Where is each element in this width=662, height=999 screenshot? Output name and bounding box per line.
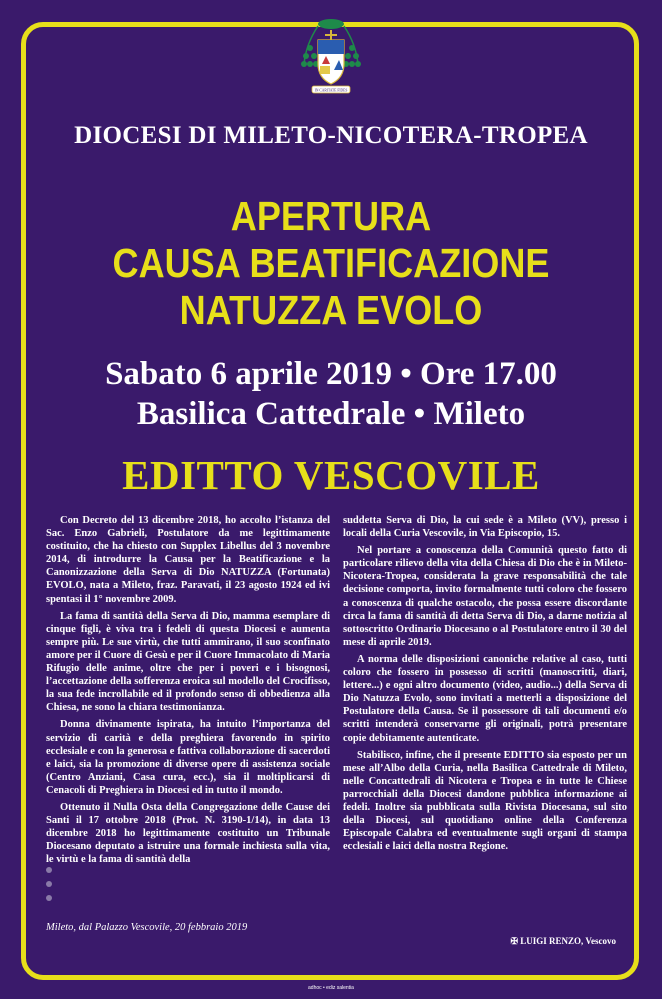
edict-title: EDITTO VESCOVILE xyxy=(122,452,540,498)
signature-place-date: Mileto, dal Palazzo Vescovile, 20 febbraio 2019 xyxy=(46,922,248,933)
body-paragraph: Nel portare a conoscenza della Comunità questo fatto di particolare rilievo della vita della Chiesa di Dio che è in Mileto-Nicotera-Tropea, considerata la grave responsabilità che tale decisione comporta, invito formalmente tutti coloro che fossero a conoscenza di qualche ostacolo, che possa essere discordante circa la fama di santità di detta Serva di Dio, a darne notizia al sottoscritto Ordinario Diocesano o al Postulatore entro il 30 del mese di aprile 2019. xyxy=(343,545,627,648)
event-place: Basilica Cattedrale • Mileto xyxy=(136,396,526,432)
event-datetime: Sabato 6 aprile 2019 • Ore 17.00 xyxy=(105,356,557,392)
body-paragraph: La fama di santità della Serva di Dio, mamma esemplare di cinque figli, è viva tra i fedeli di questa Diocesi e aumenta sempre più. Le sue virtù, che tutti ammirano, il suo sconfinato amore per il Cuore di Gesù e per il Cuore Immacolato di Maria Rifugio delle anime, oltre che per i poveri e i bisognosi, l’accettazione della sofferenza eroica sul modello del Crocifisso, la sua fede incrollabile ed il profondo senso di obbedienza alla Chiesa, ne sono la chiara testimonianza. xyxy=(46,610,330,714)
body-left-column xyxy=(46,514,330,870)
body-paragraph: Stabilisco, infine, che il presente EDITTO sia esposto per un mese all’Albo della Curia, nella Basilica Cattedrale di Mileto, nelle Concattedrali di Nicotera e Tropea e in tutte le Chiese parrocchiali della Diocesi dandone pubblica informazione ai fedeli. Inoltre sia pubblicata sulla Rivista Diocesana, sul sito della Diocesi, sul quotidiano online della Conferenza Episcopale Calabra ed eventualmente sugli organi di stampa ecclesiali e laici della nostra Regione. xyxy=(343,749,627,853)
episcopal-crest-icon xyxy=(296,14,366,98)
dot xyxy=(46,867,52,873)
body-paragraph: Donna divinamente ispirata, ha intuito l’importanza del servizio di carità e della preghiera favorendo in spirito ecclesiale e con la generosa e fattiva collaborazione di sacerdoti e laici, sia la promozione di diverse opere di assistenza sociale (Centro Anziani, Casa cura, ecc.), sia il moltiplicarsi di Cenacoli di Preghiera in Diocesi ed in tutto il mondo. xyxy=(46,719,330,796)
dot xyxy=(46,895,52,901)
crest-motto: IN CARITATE FIDES xyxy=(314,88,348,93)
body-right-column xyxy=(343,514,627,857)
body-paragraph: Con Decreto del 13 dicembre 2018, ho accolto l’istanza del Sac. Enzo Gabrieli, Postulatore da me legittimamente costituito, che ha chiesto con Supplex Libellus del 3 novembre 2014, di introdurre la Causa per la Beatificazione e la Canonizzazione della Serva di Dio NATUZZA (Fortunata) EVOLO, nata a Mileto, fraz. Paravati, il 23 agosto 1924 ed ivi spentasi il 1° novembre 2009. xyxy=(46,515,330,605)
body-paragraph: Ottenuto il Nulla Osta della Congregazione delle Cause dei Santi il 17 ottobre 2018 (Prot. N. 3190-1/14), in data 13 dicembre 2018 ho legittimamente costituito un Tribunale Diocesano deputato a istruire una formale inchiesta sulla vita, le virtù e la fama di santità della xyxy=(46,801,330,866)
event-title xyxy=(40,193,623,334)
body-paragraph: A norma delle disposizioni canoniche relative al caso, tutti coloro che fossero in possesso di scritti (manoscritti, diari, lettere...) e ogni altro documento (video, audio...) della Serva di Dio Natuzza Evolo, sono invitati a metterli a disposizione del Postulatore della Causa. Se il possessore di tali documenti e/o scritti intenderà conservarne gli originali, potrà presentare copie debitamente autenticate. xyxy=(343,653,627,744)
diocese-name: DIOCESI DI MILETO-NICOTERA-TROPEA xyxy=(74,122,588,149)
title-line-2: CAUSA BEATIFICAZIONE xyxy=(112,240,550,286)
side-dots xyxy=(46,867,52,909)
body-paragraph: suddetta Serva di Dio, la cui sede è a Mileto (VV), presso i locali della Curia Vescovile, in Via Episcopio, 15. xyxy=(343,515,627,540)
dot xyxy=(46,881,52,887)
title-line-3: NATUZZA EVOLO xyxy=(179,287,483,333)
bishop-signature: ✠ LUIGI RENZO, Vescovo xyxy=(510,936,616,946)
event-details xyxy=(0,354,662,434)
title-line-1: APERTURA xyxy=(230,193,432,239)
print-credit: adhoc • ediz salentia xyxy=(308,985,354,991)
